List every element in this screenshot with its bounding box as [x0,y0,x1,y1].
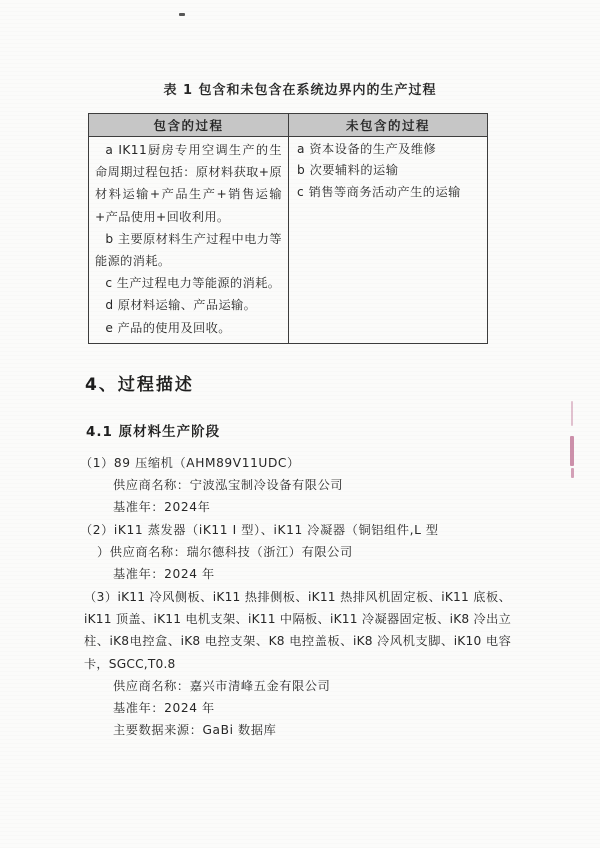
red-pen-mark [570,436,574,466]
red-pen-mark [571,401,573,426]
excluded-item: c 销售等商务活动产生的运输 [297,184,461,199]
item3-title: （3）iK11 冷风侧板、iK11 热排侧板、iK11 热排风机固定板、iK11 底板、iK11 顶盖、iK11 电机支架、iK11 中隔板、iK11 冷凝器固定板、iK8 冷出立柱、iK8电控盒、iK8 电控支架、K8 电控盖板、iK8 冷风机支脚、iK10 电容卡，SGCC,T0.8 [84,589,511,671]
included-processes-cell [89,137,289,344]
item3-base-year: 基准年：2024 年 [113,701,215,716]
item1-base-year: 基准年：2024年 [113,500,211,515]
system-boundary-table [88,113,488,344]
table-header-row [89,114,488,137]
included-item: d 原材料运输、产品运输。 [105,298,257,313]
excluded-item: a 资本设备的生产及维修 [297,142,437,156]
table-title: 表 1 包含和未包含在系统边界内的生产过程 [163,83,437,98]
item2-title: （2）iK11 蒸发器（iK11 I 型）、iK11 冷凝器（铜铝组件,L 型 [80,522,439,537]
excluded-processes-cell [289,137,488,344]
item1-title: （1）89 压缩机（AHM89V11UDC） [80,455,300,470]
body-text [0,452,600,742]
excluded-processes-header: 未包含的过程 [289,114,488,137]
item3-data-source: 主要数据来源：GaBi 数据库 [113,723,277,738]
item2-supplier: ）供应商名称：瑞尔德科技（浙江）有限公司 [97,545,353,560]
excluded-item: b 次要辅料的运输 [297,163,399,178]
item1-supplier: 供应商名称：宁波泓宝制冷设备有限公司 [113,478,344,493]
item3-supplier: 供应商名称：嘉兴市清峰五金有限公司 [113,678,331,693]
included-processes-header: 包含的过程 [89,114,289,137]
red-pen-mark [571,468,574,478]
included-item: b 主要原材料生产过程中电力等能源的消耗。 [95,231,282,269]
section-heading: 4、过程描述 [85,374,194,395]
subsection-heading: 4.1 原材料生产阶段 [86,423,221,440]
included-item: e 产品的使用及回收。 [105,320,231,335]
item2-base-year: 基准年：2024 年 [113,567,215,582]
ink-speck [179,13,185,16]
included-item: a IK11厨房专用空调生产的生命周期过程包括：原材料获取+原材料运输+产品生产+销售运输+产品使用+回收利用。 [95,143,282,224]
included-item: c 生产过程电力等能源的消耗。 [105,276,281,291]
table-body-row [89,137,488,344]
